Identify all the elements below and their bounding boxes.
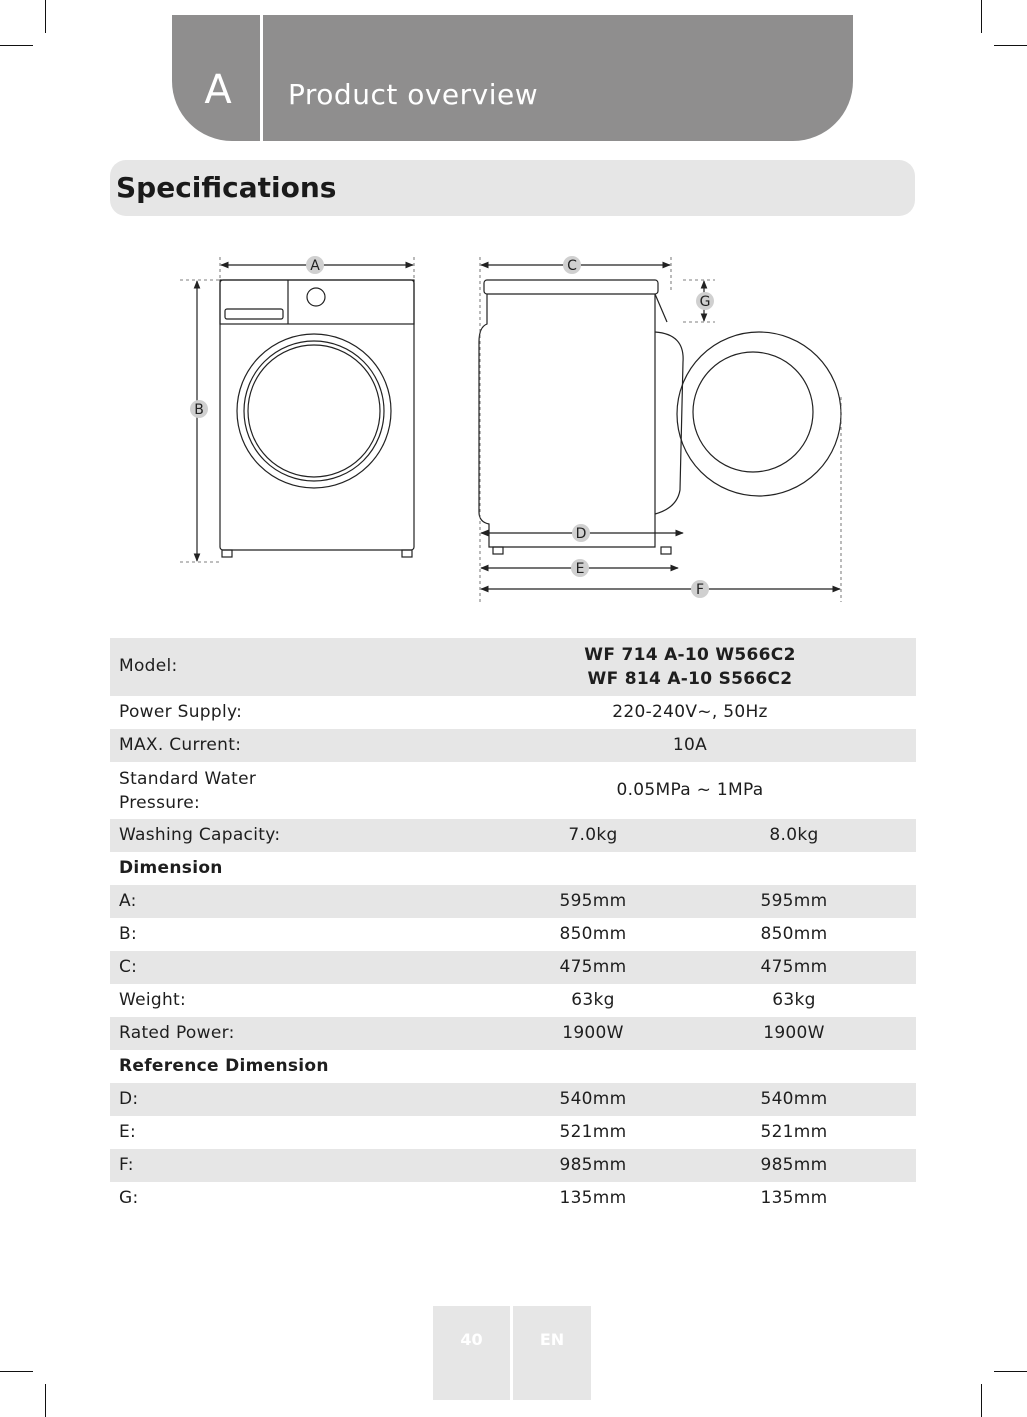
door-inner — [244, 341, 384, 481]
crop-mark — [994, 1371, 1027, 1372]
row-label: G: — [119, 1187, 139, 1208]
reference-dimension-heading: Reference Dimension — [119, 1055, 329, 1076]
row-label-line-2: Pressure: — [119, 792, 201, 813]
row-value: 10A — [672, 734, 708, 755]
row-value-2: 135mm — [760, 1187, 828, 1208]
table-row-a — [110, 885, 916, 918]
chapter-letter: A — [204, 67, 232, 113]
row-label: MAX. Current: — [119, 734, 242, 755]
model-value-1: WF 714 A-10 W566C2 — [584, 645, 796, 665]
table-row-g — [110, 1182, 916, 1215]
crop-mark — [45, 0, 46, 33]
row-label: Weight: — [119, 989, 187, 1010]
dim-label-d: D — [575, 526, 587, 542]
specifications-table — [110, 638, 916, 1215]
row-label: D: — [119, 1088, 139, 1109]
row-value: 220-240V~, 50Hz — [612, 701, 768, 722]
table-row-c — [110, 951, 916, 984]
page-number-box — [433, 1306, 510, 1400]
row-label: B: — [119, 923, 137, 944]
row-label: Model: — [119, 656, 178, 677]
table-row-d — [110, 1083, 916, 1116]
table-row-e — [110, 1116, 916, 1149]
foot-right — [402, 550, 412, 557]
open-door-inner — [693, 352, 813, 472]
row-label: A: — [119, 890, 137, 911]
side-view-body — [479, 294, 655, 547]
side-foot-right — [661, 547, 671, 554]
table-heading-dimension — [110, 852, 916, 885]
crop-mark — [994, 45, 1027, 46]
side-view-top — [484, 280, 658, 294]
table-row-weight — [110, 984, 916, 1017]
page-number: 40 — [460, 1330, 483, 1349]
table-row-b — [110, 918, 916, 951]
table-row-max-current — [110, 729, 916, 762]
language-box — [513, 1306, 591, 1400]
row-label: C: — [119, 956, 138, 977]
crop-mark — [0, 1371, 33, 1372]
model-value-2: WF 814 A-10 S566C2 — [587, 669, 793, 689]
row-value-1: 475mm — [559, 956, 627, 977]
row-value-1: 850mm — [559, 923, 627, 944]
table-row-washing-capacity — [110, 819, 916, 852]
table-row-power-supply — [110, 696, 916, 729]
crop-mark — [45, 1384, 46, 1417]
row-value-1: 7.0kg — [568, 824, 618, 845]
side-door — [655, 332, 683, 514]
section-title: Specifications — [116, 171, 337, 204]
dimension-heading: Dimension — [119, 857, 223, 878]
dim-label-g: G — [699, 294, 711, 310]
row-label-line-1: Standard Water — [119, 768, 257, 789]
dim-label-a: A — [310, 258, 320, 274]
row-value-1: 135mm — [559, 1187, 627, 1208]
row-value-1: 595mm — [559, 890, 627, 911]
model-values — [540, 638, 840, 696]
detergent-drawer — [225, 309, 283, 319]
table-row-rated-power — [110, 1017, 916, 1050]
row-value-2: 540mm — [760, 1088, 828, 1109]
row-label: Rated Power: — [119, 1022, 235, 1043]
crop-mark — [0, 45, 33, 46]
row-value-1: 985mm — [559, 1154, 627, 1175]
row-value-2: 985mm — [760, 1154, 828, 1175]
crop-mark — [981, 0, 982, 33]
dim-label-c: C — [567, 258, 577, 274]
row-value-2: 8.0kg — [769, 824, 819, 845]
row-value-2: 475mm — [760, 956, 828, 977]
program-knob — [307, 288, 325, 306]
crop-mark — [981, 1384, 982, 1417]
row-value-2: 595mm — [760, 890, 828, 911]
table-heading-reference-dimension — [110, 1050, 916, 1083]
dim-label-f: F — [695, 582, 705, 598]
table-row-f — [110, 1149, 916, 1182]
foot-left — [222, 550, 232, 557]
front-view-body — [220, 280, 414, 550]
row-label — [119, 762, 489, 819]
chapter-title: Product overview — [288, 78, 539, 111]
row-label: E: — [119, 1121, 137, 1142]
row-value-1: 540mm — [559, 1088, 627, 1109]
dim-label-b: B — [194, 402, 204, 418]
row-value-1: 63kg — [571, 989, 615, 1010]
door-glass — [248, 345, 380, 477]
language-code: EN — [539, 1330, 565, 1349]
door-outer — [237, 334, 391, 488]
row-label: Washing Capacity: — [119, 824, 281, 845]
control-panel — [220, 280, 414, 324]
row-label: F: — [119, 1154, 134, 1175]
row-label: Power Supply: — [119, 701, 243, 722]
row-value-2: 63kg — [772, 989, 816, 1010]
table-row-model — [110, 638, 916, 696]
row-value-2: 850mm — [760, 923, 828, 944]
side-foot-left — [493, 547, 503, 554]
row-value: 0.05MPa ~ 1MPa — [616, 779, 764, 800]
row-value-2: 1900W — [763, 1022, 825, 1043]
dimension-diagram — [175, 252, 875, 607]
table-row-water-pressure — [110, 762, 916, 819]
row-value-2: 521mm — [760, 1121, 828, 1142]
header-divider — [260, 15, 263, 141]
row-value-1: 1900W — [562, 1022, 624, 1043]
dim-label-e: E — [575, 561, 585, 577]
row-value-1: 521mm — [559, 1121, 627, 1142]
